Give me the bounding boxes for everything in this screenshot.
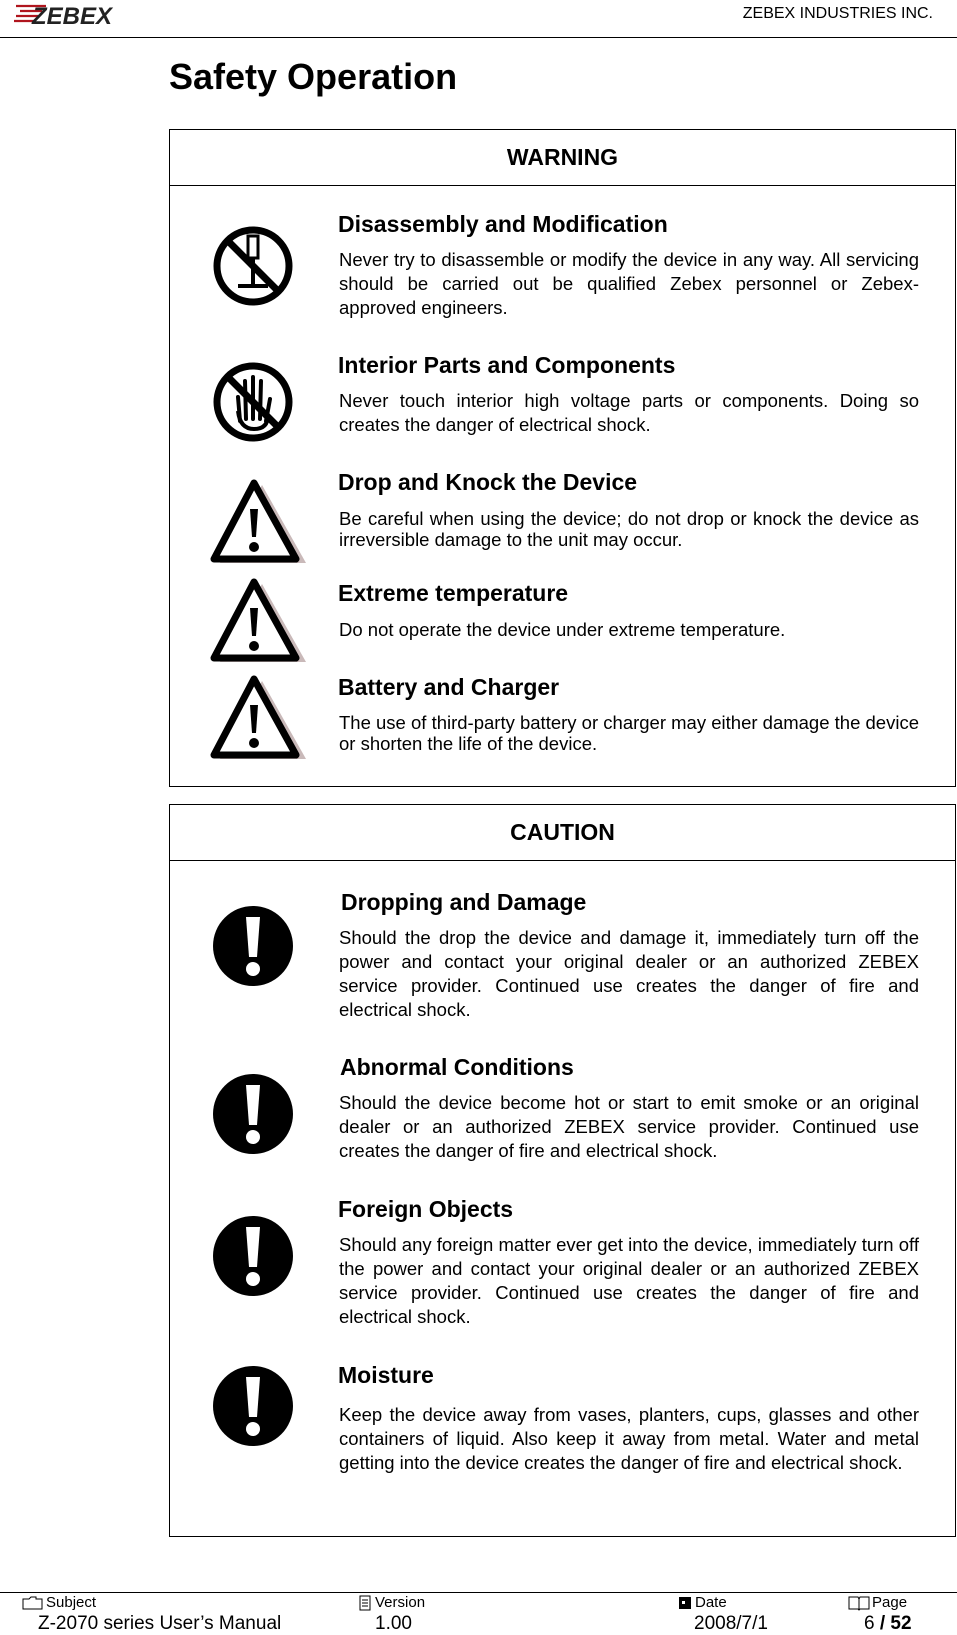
- item-text: Never try to disassemble or modify the device in any way. All servicing should be carried out be qualified Zebex personnel or Zebex- approved engineers.: [339, 249, 919, 318]
- version-value: 1.00: [375, 1613, 412, 1634]
- date-label: Date: [695, 1594, 727, 1611]
- caution-box: [169, 804, 956, 1537]
- book-icon: [848, 1595, 870, 1611]
- exclamation-circle-icon: [210, 1071, 296, 1157]
- item-title: Moisture: [338, 1362, 434, 1388]
- company-name: ZEBEX INDUSTRIES INC.: [742, 5, 933, 22]
- page-header: [0, 0, 957, 38]
- item-title: Battery and Charger: [338, 674, 560, 700]
- item-text: Never touch interior high voltage parts or components. Doing so creates the danger of electrical shock.: [339, 390, 919, 435]
- warning-triangle-icon: [210, 673, 306, 761]
- warning-heading: WARNING: [170, 130, 955, 186]
- item-title: Interior Parts and Components: [338, 352, 676, 378]
- footer-date: [677, 1593, 768, 1635]
- item-text: The use of third-party battery or charger may either damage the device or shorten the life of the device.: [339, 712, 919, 754]
- page-current: 6: [864, 1613, 875, 1634]
- page-total: / 52: [879, 1613, 912, 1634]
- item-text: Do not operate the device under extreme temperature.: [339, 619, 786, 640]
- version-label: Version: [375, 1594, 426, 1611]
- warning-box: [169, 129, 956, 787]
- item-text: Should the device become hot or start to emit smoke or an original dealer or an authorized ZEBEX service provider. Continued use creates the danger of fire and electrical shock.: [339, 1092, 919, 1161]
- item-text: Keep the device away from vases, planters, cups, glasses and other containers of liquid. Also keep it away from metal. Water and metal getting into the device creates the danger of fire and electrical shock.: [339, 1404, 919, 1473]
- footer-subject: [22, 1593, 281, 1635]
- zebex-logo: [12, 2, 142, 33]
- svg-text:ZEBEX: ZEBEX: [32, 3, 113, 28]
- subject-label: Subject: [46, 1594, 97, 1611]
- item-text: Should any foreign matter ever get into the device, immediately turn off the power and contact your original dealer or an authorized ZEBEX service provider. Continued use creates the danger of fire and electrical shock.: [339, 1234, 919, 1327]
- no-disassembly-icon: [210, 222, 296, 310]
- item-title: Foreign Objects: [338, 1196, 514, 1222]
- date-value: 2008/7/1: [694, 1613, 768, 1634]
- footer-page: [848, 1593, 912, 1635]
- item-text: Be careful when using the device; do not drop or knock the device as irreversible damage to the unit may occur.: [339, 508, 919, 550]
- page-footer: [0, 1592, 957, 1632]
- item-text: Should the drop the device and damage it, immediately turn off the power and contact your original dealer or an authorized ZEBEX service provider. Continued use creates the danger of fire and electrical shock.: [339, 927, 919, 1020]
- exclamation-circle-icon: [210, 903, 296, 989]
- exclamation-circle-icon: [210, 1363, 296, 1449]
- item-title: Disassembly and Modification: [338, 211, 668, 237]
- item-title: Dropping and Damage: [341, 889, 587, 915]
- item-title: Drop and Knock the Device: [338, 469, 638, 495]
- calendar-icon: [677, 1595, 693, 1611]
- page-title: Safety Operation: [169, 56, 458, 97]
- item-title: Abnormal Conditions: [340, 1054, 574, 1080]
- warning-triangle-icon: [210, 576, 306, 664]
- caution-heading: CAUTION: [170, 805, 955, 861]
- document-icon: [357, 1595, 373, 1611]
- exclamation-circle-icon: [210, 1213, 296, 1299]
- item-title: Extreme temperature: [338, 580, 569, 606]
- page-number: [864, 1613, 912, 1635]
- warning-triangle-icon: [210, 477, 306, 565]
- folder-icon: [22, 1596, 44, 1610]
- subject-value: Z-2070 series User’s Manual: [38, 1613, 282, 1634]
- page-label: Page: [872, 1594, 908, 1611]
- no-touch-icon: [210, 359, 296, 445]
- footer-version: [357, 1593, 425, 1635]
